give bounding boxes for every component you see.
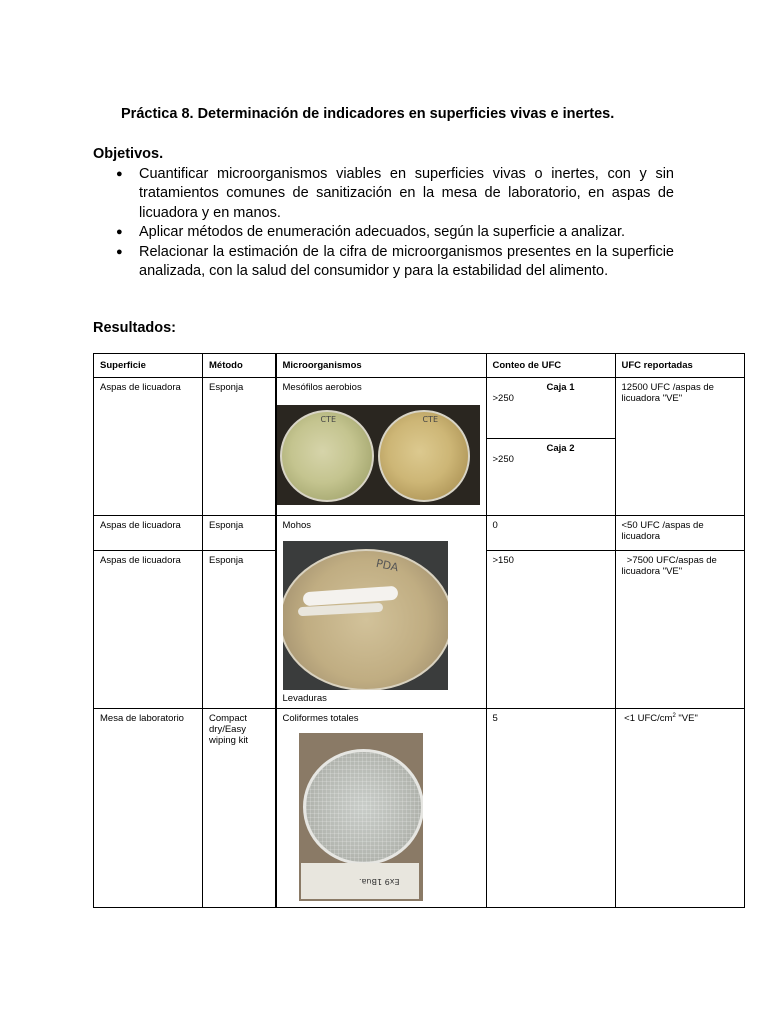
cell-surface: Aspas de licuadora xyxy=(94,551,203,709)
organism-label: Levaduras xyxy=(282,693,327,704)
col-header-microorganismos: Microorganismos xyxy=(276,354,487,378)
results-heading: Resultados: xyxy=(93,320,176,336)
plate-label: CTE xyxy=(422,415,439,424)
plate-label: PDA xyxy=(374,556,400,575)
cell-method: Compact dry/Easy wiping kit xyxy=(203,709,276,908)
organism-label: Mohos xyxy=(282,520,312,531)
box-label: Caja 2 xyxy=(546,443,575,454)
organism-label: Mesófilos aerobios xyxy=(282,382,362,393)
petri-dish-image xyxy=(303,749,423,865)
reported-value: <1 UFC/cm xyxy=(624,713,673,725)
objective-item: ● Relacionar la estimación de la cifra de microorganismos presentes en la superficie analizada, con la salud del consumidor y para la estabilidad del alimento. xyxy=(116,243,674,282)
cell-method: Esponja xyxy=(203,551,276,709)
cell-reported: >7500 UFC/aspas de licuadora "VE" xyxy=(615,551,744,709)
cell-reported: 12500 UFC /aspas de licuadora "VE" xyxy=(615,378,744,516)
cell-count: 5 xyxy=(486,709,615,908)
cell-organism xyxy=(276,709,487,908)
table-header-row xyxy=(94,354,745,378)
objectives-list xyxy=(116,165,674,281)
objectives-heading: Objetivos. xyxy=(93,146,164,162)
results-table xyxy=(93,353,745,908)
col-header-conteo: Conteo de UFC xyxy=(486,354,615,378)
objective-item: ● Aplicar métodos de enumeración adecuados, según la superficie a analizar. xyxy=(116,223,674,242)
col-header-superficie: Superficie xyxy=(94,354,203,378)
col-header-metodo: Método xyxy=(203,354,276,378)
cell-surface: Aspas de licuadora xyxy=(94,378,203,516)
reported-exponent: 2 xyxy=(672,713,676,719)
cell-count-box2 xyxy=(486,439,615,516)
cell-surface: Aspas de licuadora xyxy=(94,516,203,551)
cell-method: Esponja xyxy=(203,378,276,516)
cell-reported xyxy=(615,709,744,908)
page-title: Práctica 8. Determinación de indicadores en superficies vivas e inertes. xyxy=(121,106,615,122)
cell-surface: Mesa de laboratorio xyxy=(94,709,203,908)
cell-count: >150 xyxy=(486,551,615,709)
cell-count: 0 xyxy=(486,516,615,551)
table-row xyxy=(94,378,745,439)
cell-organism xyxy=(276,378,487,516)
box-label: Caja 1 xyxy=(546,382,575,393)
reported-suffix: "VE" xyxy=(675,713,698,725)
table-row xyxy=(94,709,745,908)
col-header-ufc-reportadas: UFC reportadas xyxy=(615,354,744,378)
pda-plate-photo xyxy=(283,541,448,690)
petri-dish-image xyxy=(283,549,448,690)
cell-reported: <50 UFC /aspas de licuadora xyxy=(615,516,744,551)
compact-dry-photo xyxy=(299,733,423,901)
plate-label: CTE xyxy=(320,415,337,424)
count-value: >250 xyxy=(492,393,514,404)
cell-organism xyxy=(276,516,487,709)
plate-label: Ex9 1Bua. xyxy=(358,877,400,886)
objective-item: ● Cuantificar microorganismos viables en superficies vivas o inertes, con y sin tratamientos comunes de sanitización en la mesa de laboratorio, en aspas de licuadora y en manos. xyxy=(116,165,674,223)
organism-label: Coliformes totales xyxy=(282,713,359,724)
table-row xyxy=(94,516,745,551)
petri-dishes-photo xyxy=(277,405,480,505)
cell-method: Esponja xyxy=(203,516,276,551)
cell-count-box1 xyxy=(486,378,615,439)
count-value: >250 xyxy=(492,454,514,465)
